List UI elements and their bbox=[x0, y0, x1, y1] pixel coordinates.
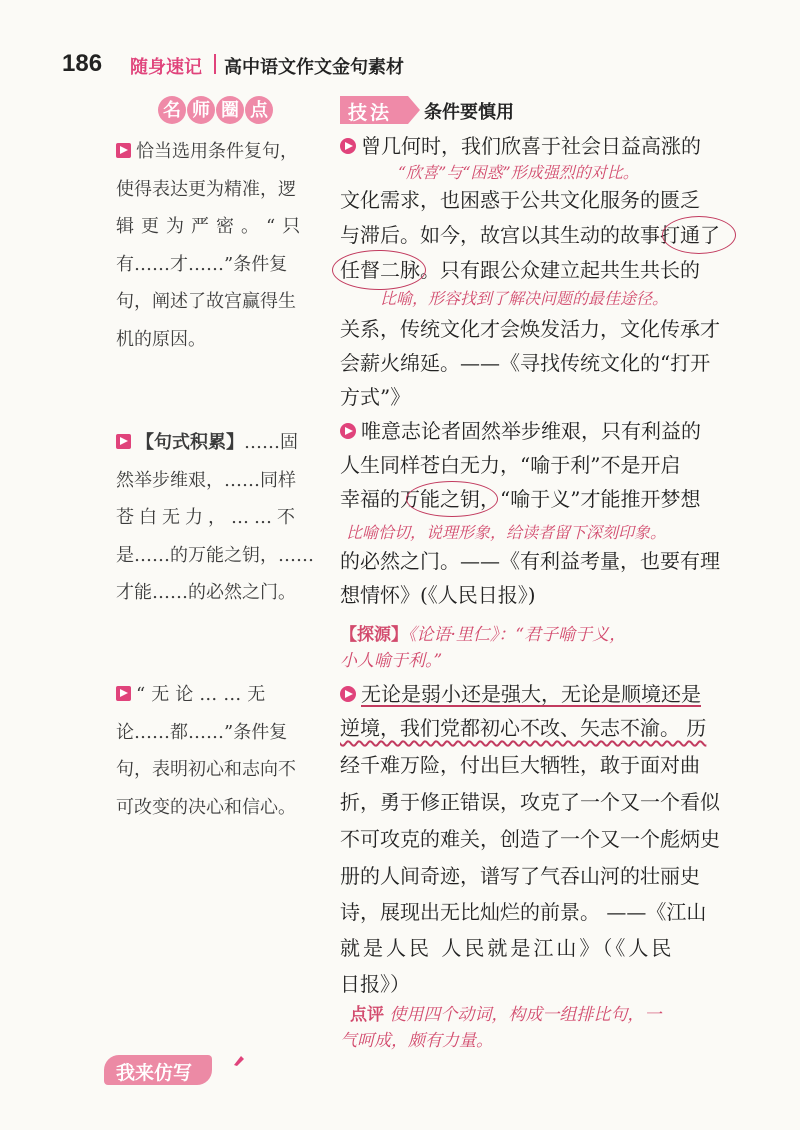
circle-mark bbox=[406, 481, 498, 517]
series-title: 随身速记 bbox=[130, 57, 202, 77]
label-char: 圈 bbox=[216, 96, 244, 124]
play-bullet-icon bbox=[340, 686, 356, 702]
technique-tag-label: 技法 bbox=[348, 103, 393, 124]
play-bullet-icon bbox=[340, 138, 356, 154]
teacher-comment-label bbox=[158, 96, 274, 124]
pattern-heading: 【句式积累】 bbox=[136, 432, 244, 452]
play-bullet-icon bbox=[340, 423, 356, 439]
left-note-2: 【句式积累】……固 然举步维艰，……同样 苍白无力，……不 是……的万能之钥，…… 才能……的必然之门。 bbox=[116, 432, 314, 603]
book-title: 高中语文作文金句素材 bbox=[224, 57, 404, 77]
imitate-writing-label: 我来仿写 bbox=[116, 1063, 193, 1084]
annotation-metaphor: 比喻，形容找到了解决问题的最佳途径。 bbox=[380, 289, 669, 308]
left-note-1: 恰当选用条件复句， 使得表达更为精准，逻 辑更为严密。“只 有……才……”条件复 句，阐述了故宫赢得生 机的原因。 bbox=[116, 141, 308, 350]
label-char: 师 bbox=[187, 96, 215, 124]
section-title: 条件要慎用 bbox=[424, 102, 514, 122]
annotation-contrast: “欣喜”与“困惑”形成强烈的对比。 bbox=[398, 163, 639, 182]
comment-note: 点评 使用四个动词，构成一组排比句，一 bbox=[350, 1005, 662, 1025]
source-note: 【探源】《论语·里仁》：“君子喻于义， bbox=[340, 625, 627, 645]
source-heading: 【探源】 bbox=[340, 625, 408, 645]
label-char: 名 bbox=[158, 96, 186, 124]
left-note-3: “无论……无 论……都……”条件复 句，表明初心和志向不 可改变的决心和信心。 bbox=[116, 684, 296, 818]
circle-mark bbox=[332, 250, 426, 290]
arrow-icon bbox=[116, 143, 131, 158]
label-char: 点 bbox=[245, 96, 273, 124]
page-number: 186 bbox=[62, 50, 103, 77]
arrow-icon bbox=[116, 686, 131, 701]
annotation-metaphor-2: 比喻恰切，说理形象，给读者留下深刻印象。 bbox=[346, 523, 667, 542]
arrow-icon bbox=[116, 434, 131, 449]
comment-heading: 点评 bbox=[350, 1005, 384, 1025]
header-divider bbox=[214, 54, 216, 74]
pen-icon bbox=[232, 1053, 246, 1067]
circle-mark bbox=[662, 216, 736, 254]
